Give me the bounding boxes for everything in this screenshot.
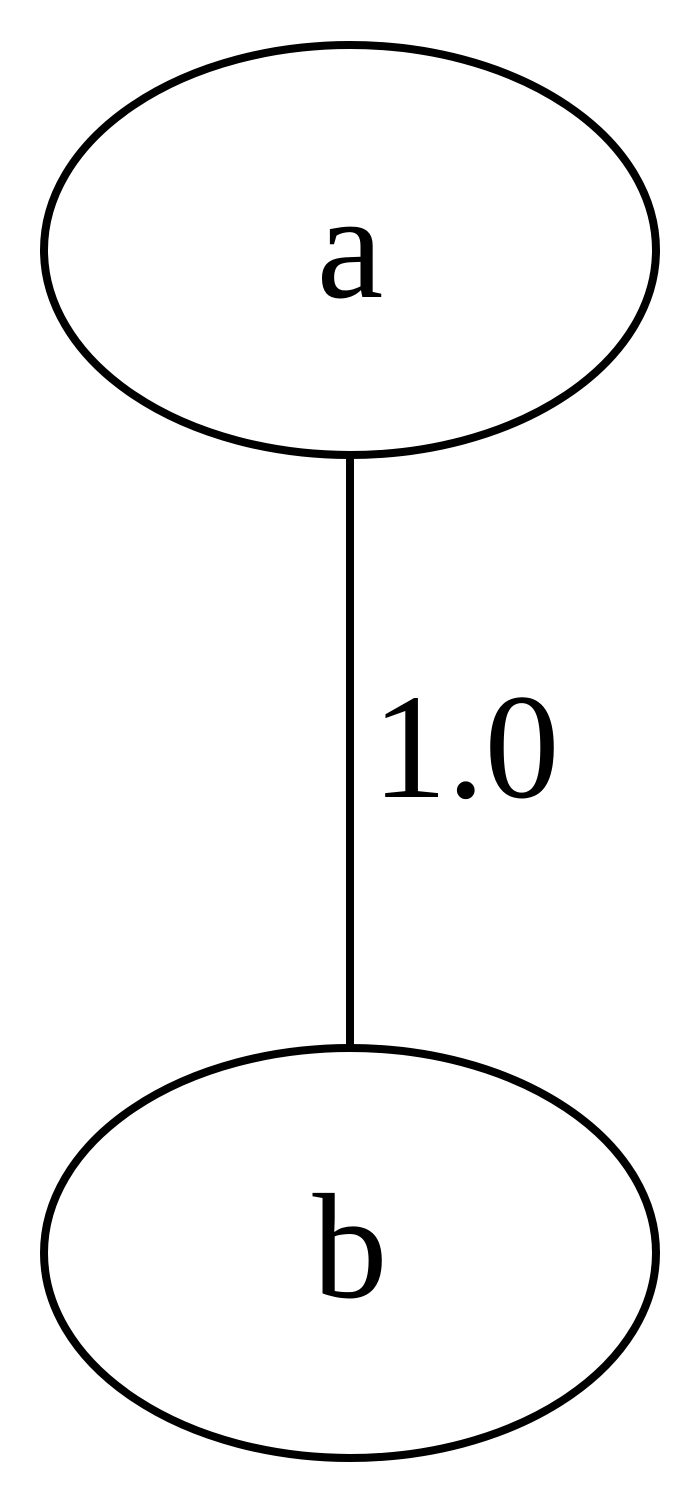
node-b[interactable] bbox=[44, 1048, 656, 1458]
edge-weight-label: 1.0 bbox=[372, 664, 560, 830]
node-a-label: a bbox=[316, 164, 384, 330]
edge-a-b bbox=[350, 455, 560, 1048]
node-a[interactable] bbox=[44, 45, 656, 455]
node-b-label: b bbox=[312, 1164, 388, 1330]
